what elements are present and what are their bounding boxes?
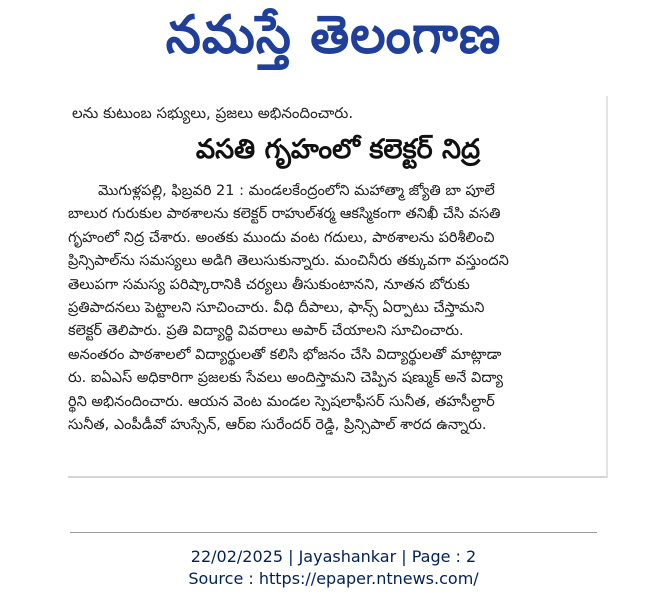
article-line: సునీత, ఎంపీడీవో హుస్సేన్, ఆర్ఐ సురేందర్ రెడ్డి, ప్రిన్సిపాల్ శారద ఉన్నారు.: [68, 417, 487, 434]
article-line: తెలుపగా సమస్య పరిష్కారానికి చర్యలు తీసుకుంటానని, నూతన బోరుకు: [68, 276, 470, 293]
article-line: రు. ఐఏఎస్ అధికారిగా ప్రజలకు సేవలు అందిస్తామని చెప్పిన షణ్ముక్ అనే విద్యా: [68, 370, 504, 387]
article-line: ప్రతిపాదనలు పెట్టాలని సూచించారు. వీధి దీపాలు, ఫాన్స్ ఏర్పాటు చేస్తామని: [68, 300, 485, 317]
edition-info: 22/02/2025 | Jayashankar | Page : 2: [190, 547, 477, 566]
masthead: [0, 0, 667, 82]
article-headline: వసతి గృహంలో కలెక్టర్ నిద్ర: [195, 134, 481, 165]
source-link[interactable]: Source : https://epaper.ntnews.com/: [188, 569, 479, 588]
page-footer: [0, 546, 667, 590]
article-line: ప్రిన్సిపాల్‌ను సమస్యలు అడిగి తెలుసుకున్నారు. మంచినీరు తక్కువగా వస్తుందని: [68, 253, 509, 270]
article-line: అనంతరం పాఠశాలలో విద్యార్థులతో కలిసి భోజనం చేసి విద్యార్థులతో మాట్లాడా: [68, 346, 502, 363]
article-body: [68, 180, 604, 437]
article-line: బాలుర గురుకుల పాఠశాలను కలెక్టర్ రాహుల్‌శర్మ ఆకస్మికంగా తనిఖీ చేసి వసతి: [68, 206, 501, 223]
article-line: గృహంలో నిద్ర చేశారు. అంతకు ముందు వంట గదులు, పాఠశాలను పరిశీలించి: [68, 229, 495, 246]
article-line: ర్థిని అభినందించారు. ఆయన వెంట మండల స్పెషలాఫీసర్ సునీత, తహసీల్దార్: [68, 393, 495, 410]
article-line: కలెక్టర్ తెలిపారు. ప్రతి విద్యార్థి వివరాలు అపార్ చేయాలని సూచించారు.: [68, 323, 464, 340]
article-line: మొగుళ్లపల్లి, ఫిబ్రవరి 21 : మండలకేంద్రంలోని మహాత్మా జ్యోతి బా పూలే: [98, 183, 495, 199]
footer-divider: [70, 532, 597, 533]
previous-article-tail: లను కుటుంబ సభ్యులు, ప్రజలు అభినందించారు.: [72, 104, 354, 122]
newspaper-logo: నమస్తే తెలంగాణ: [165, 3, 502, 65]
article-clipping: [68, 96, 608, 478]
